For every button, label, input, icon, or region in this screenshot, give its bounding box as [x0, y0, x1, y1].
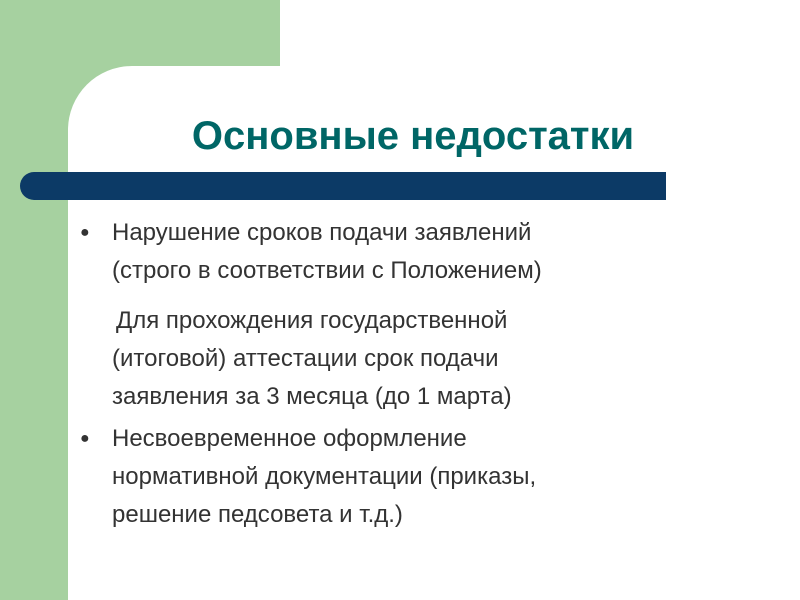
text-line: нормативной документации (приказы, — [112, 463, 537, 490]
text-line: Несвоевременное оформление — [112, 425, 467, 452]
text-line: (итоговой) аттестации срок подачи — [112, 345, 499, 372]
bullet-dot-icon: ● — [80, 430, 90, 447]
text-line: Для прохождения государственной — [116, 307, 508, 334]
bullet-text — [112, 420, 720, 534]
bullet-item-2 — [80, 420, 720, 534]
text-line: Нарушение сроков подачи заявлений — [112, 219, 532, 246]
bullet-dot-icon: ● — [80, 224, 90, 241]
text-line: решение педсовета и т.д.) — [112, 501, 403, 528]
bullet-text — [112, 214, 720, 290]
bullet-continuation — [80, 302, 720, 416]
text-line: (строго в соответствии с Положением) — [112, 257, 542, 284]
bullet-item-1 — [80, 214, 720, 290]
text-line: заявления за 3 месяца (до 1 марта) — [112, 383, 512, 410]
slide-title: Основные недостатки — [191, 114, 635, 158]
title-underline-bar — [20, 172, 666, 200]
slide-content — [80, 210, 720, 534]
